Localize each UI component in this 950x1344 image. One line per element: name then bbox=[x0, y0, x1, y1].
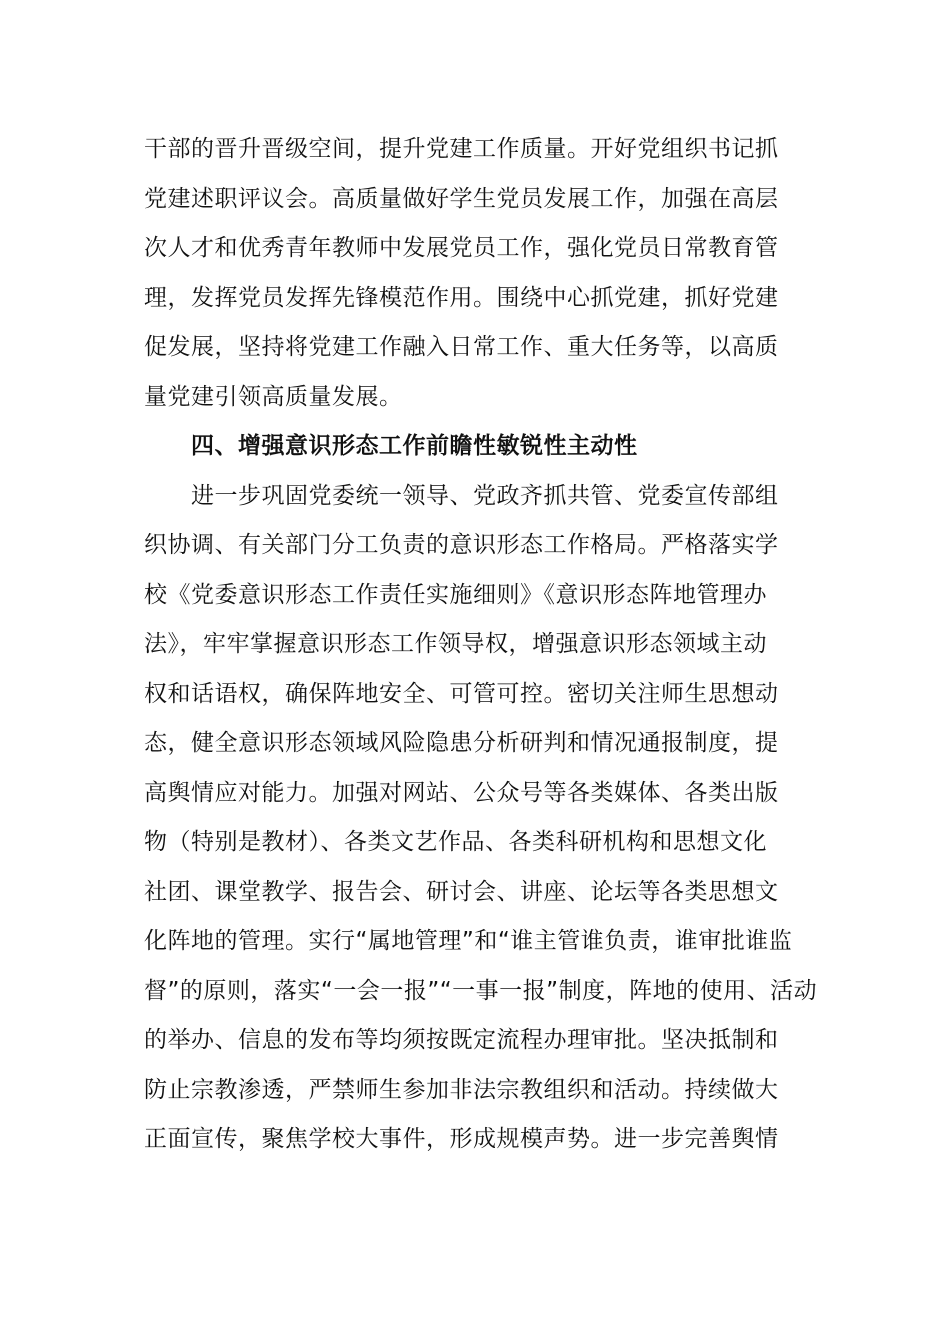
text-line: 次人才和优秀青年教师中发展党员工作，强化党员日常教育管 bbox=[144, 235, 779, 261]
text-line: 高舆情应对能力。加强对网站、公众号等各类媒体、各类出版 bbox=[144, 779, 779, 806]
text-line: 防止宗教渗透，严禁师生参加非法宗教组织和活动。持续做大 bbox=[144, 1076, 779, 1103]
body-text bbox=[144, 125, 818, 1165]
text-line: 权和话语权，确保阵地安全、可管可控。密切关注师生思想动 bbox=[144, 680, 779, 707]
text-line: 的举办、信息的发布等均须按既定流程办理审批。坚决抵制和 bbox=[144, 1027, 779, 1053]
text-line: 校《党委意识形态工作责任实施细则》《意识形态阵地管理办 bbox=[144, 581, 767, 608]
text-line: 量党建引领高质量发展。 bbox=[144, 383, 403, 410]
text-line: 督”的原则，落实“一会一报”“一事一报”制度，阵地的使用、活动 bbox=[144, 977, 818, 1004]
text-line: 法》，牢牢掌握意识形态工作领导权，增强意识形态领域主动 bbox=[144, 631, 767, 657]
text-line: 化阵地的管理。实行“属地管理”和“谁主管谁负责，谁审批谁监 bbox=[144, 928, 793, 954]
text-line: 社团、课堂教学、报告会、研讨会、讲座、论坛等各类思想文 bbox=[144, 878, 779, 905]
text-line: 促发展，坚持将党建工作融入日常工作、重大任务等，以高质 bbox=[144, 334, 779, 360]
text-line: 态，健全意识形态领域风险隐患分析研判和情况通报制度，提 bbox=[144, 730, 779, 756]
text-line: 正面宣传，聚焦学校大事件，形成规模声势。进一步完善舆情 bbox=[144, 1126, 779, 1152]
text-line: 进一步巩固党委统一领导、党政齐抓共管、党委宣传部组 bbox=[191, 482, 779, 509]
text-line: 党建述职评议会。高质量做好学生党员发展工作，加强在高层 bbox=[144, 185, 779, 212]
text-line: 物（特别是教材）、各类文艺作品、各类科研机构和思想文化 bbox=[144, 829, 767, 855]
text-line: 干部的晋升晋级空间，提升党建工作质量。开好党组织书记抓 bbox=[144, 136, 779, 162]
text-line: 织协调、有关部门分工负责的意识形态工作格局。严格落实学 bbox=[144, 532, 779, 558]
section-heading: 四、增强意识形态工作前瞻性敏锐性主动性 bbox=[191, 433, 638, 459]
text-line: 理，发挥党员发挥先锋模范作用。围绕中心抓党建，抓好党建 bbox=[144, 284, 779, 311]
